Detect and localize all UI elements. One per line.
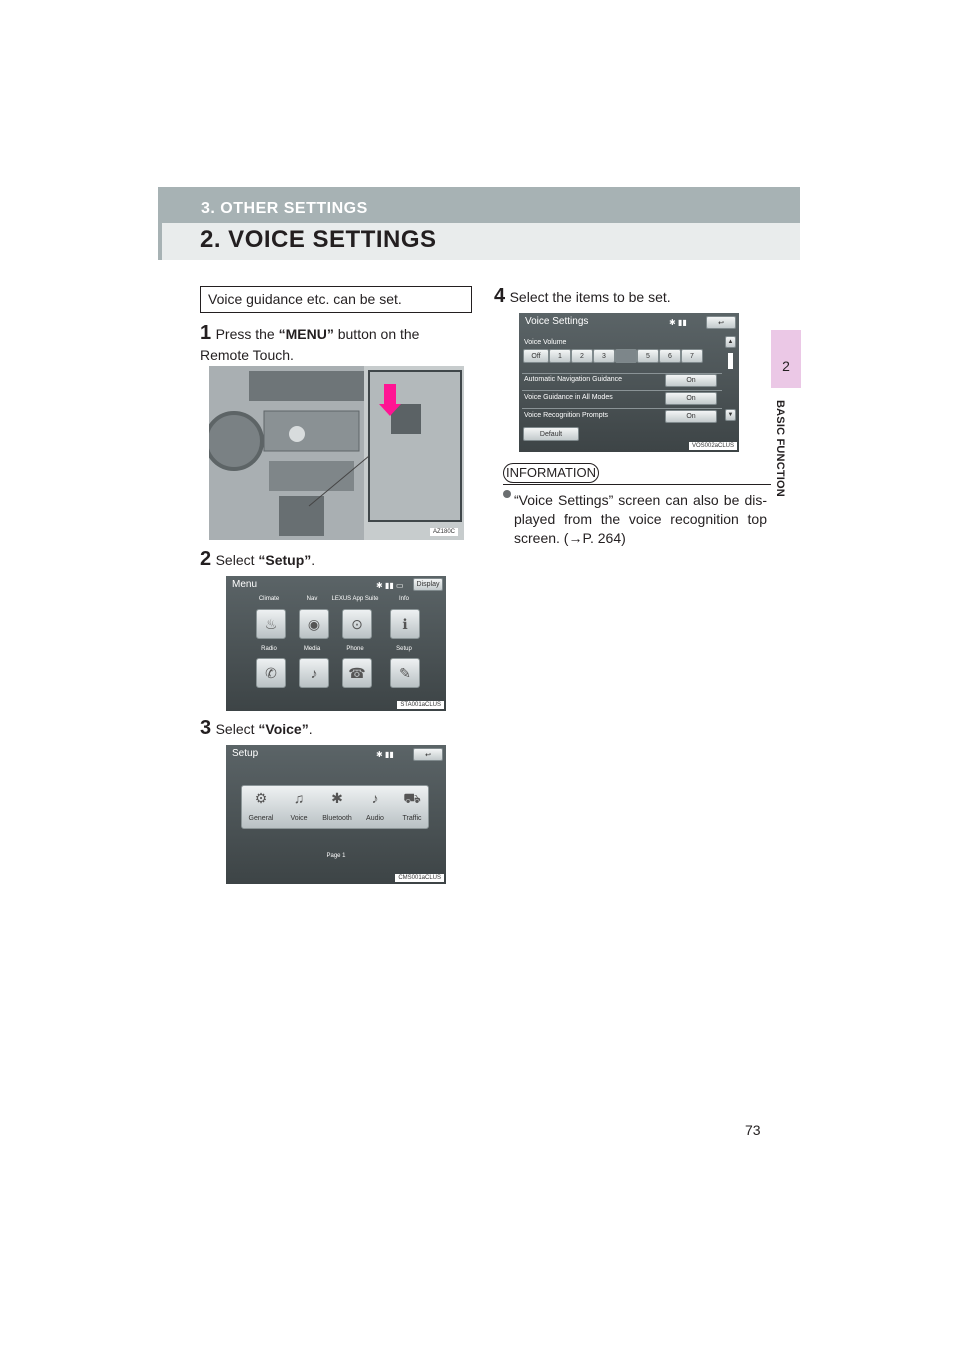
- chapter-number: 2: [782, 358, 790, 374]
- step-text: Press the: [215, 326, 279, 342]
- figure-code: AZ180C: [430, 528, 458, 536]
- intro-text: Voice guidance etc. can be set.: [208, 291, 402, 307]
- tile-label: Info: [398, 596, 409, 602]
- status-icons: ✱ ▮▮ ▭: [376, 581, 404, 590]
- setup-screen: [226, 745, 446, 884]
- radio-icon[interactable]: ✆: [256, 658, 286, 688]
- menu-screen: [226, 576, 446, 711]
- step-text-tail: .: [308, 721, 313, 737]
- remote-touch-figure: [209, 366, 464, 540]
- setting-label: Automatic Navigation Guidance: [524, 376, 623, 383]
- tile-label: Radio: [261, 646, 277, 652]
- media-icon[interactable]: ♪: [299, 658, 329, 688]
- tile-label: LEXUS App Suite: [331, 596, 379, 602]
- tile-label: Audio: [366, 815, 384, 822]
- climate-icon[interactable]: ♨: [256, 609, 286, 639]
- figure-code: VOS002aCLUS: [689, 442, 737, 450]
- back-button[interactable]: ↩: [413, 748, 443, 761]
- page-indicator: Page 1: [326, 853, 346, 859]
- figure-code: CMS001aCLUS: [395, 874, 444, 882]
- volume-3-button[interactable]: 3: [593, 349, 615, 363]
- step-keyword: “Setup”: [258, 552, 312, 568]
- info-icon[interactable]: ℹ: [390, 609, 420, 639]
- title-accent: [158, 223, 162, 260]
- volume-label: Voice Volume: [524, 339, 567, 346]
- step-1: [200, 322, 472, 365]
- voice-settings-screen: [519, 313, 739, 452]
- step-text: Select: [215, 721, 259, 737]
- audio-icon[interactable]: ♪: [371, 790, 379, 806]
- step-number: 2: [200, 548, 212, 570]
- bullet-icon: [503, 490, 511, 498]
- voice-icon[interactable]: ♫: [293, 790, 305, 806]
- volume-5-button[interactable]: 5: [637, 349, 659, 363]
- setting-label: Voice Recognition Prompts: [524, 412, 609, 419]
- app-suite-icon[interactable]: ⊙: [342, 609, 372, 639]
- tile-label: Media: [303, 646, 321, 652]
- volume-1-button[interactable]: 1: [549, 349, 571, 363]
- divider: [522, 390, 722, 391]
- tile-label: Bluetooth: [322, 815, 352, 822]
- screen-title: Voice Settings: [525, 316, 589, 327]
- step-text: Select: [215, 552, 259, 568]
- tile-label: Setup: [396, 646, 412, 652]
- general-icon[interactable]: ⚙: [254, 790, 268, 806]
- bluetooth-icon[interactable]: ✱: [331, 790, 343, 806]
- voice-guidance-all-modes-toggle[interactable]: On: [665, 392, 717, 405]
- tile-label: Nav: [306, 596, 318, 602]
- tile-label: Phone: [346, 646, 364, 652]
- tile-label: Traffic: [402, 815, 422, 822]
- setup-icon[interactable]: ✎: [390, 658, 420, 688]
- display-button[interactable]: Display: [413, 578, 443, 591]
- step-keyword: “Voice”: [258, 721, 309, 737]
- phone-icon[interactable]: ☎: [342, 658, 372, 688]
- step-keyword: “MENU”: [278, 326, 334, 342]
- tile-label: Climate: [258, 596, 280, 602]
- volume-2-button[interactable]: 2: [571, 349, 593, 363]
- step-text-tail: .: [311, 552, 316, 568]
- scrollbar-thumb[interactable]: [728, 353, 733, 369]
- volume-4-button[interactable]: 4: [615, 349, 637, 363]
- status-icons: ✱ ▮▮: [376, 750, 394, 759]
- traffic-icon[interactable]: ⛟: [403, 790, 421, 806]
- information-text: “Voice Settings” screen can also be dis-played from the voice recognition top screen. (→P. 264): [514, 492, 767, 546]
- voice-recognition-prompts-toggle[interactable]: On: [665, 410, 717, 423]
- figure-code: STA001aCLUS: [397, 701, 444, 709]
- information-rule: [503, 484, 771, 485]
- nav-icon[interactable]: ◉: [299, 609, 329, 639]
- step-3: [200, 717, 472, 740]
- page-number: 73: [745, 1122, 761, 1138]
- setting-label: Voice Guidance in All Modes: [524, 394, 613, 401]
- tile-label: General: [248, 815, 274, 822]
- step-number: 4: [494, 285, 506, 307]
- volume-6-button[interactable]: 6: [659, 349, 681, 363]
- section-title: 3. OTHER SETTINGS: [201, 200, 368, 217]
- tile-label: Voice: [290, 815, 308, 822]
- scroll-down-button[interactable]: ▼: [725, 409, 736, 421]
- divider: [522, 408, 722, 409]
- scroll-up-button[interactable]: ▲: [725, 336, 736, 348]
- auto-nav-guidance-toggle[interactable]: On: [665, 374, 717, 387]
- screen-title: Menu: [232, 579, 258, 590]
- volume-off-button[interactable]: Off: [523, 349, 549, 363]
- default-button[interactable]: Default: [523, 427, 579, 441]
- cockpit-illustration: [209, 366, 464, 540]
- volume-7-button[interactable]: 7: [681, 349, 703, 363]
- step-number: 3: [200, 717, 212, 739]
- information-heading: INFORMATION: [503, 463, 599, 483]
- status-icons: ✱ ▮▮: [669, 318, 687, 327]
- step-number: 1: [200, 322, 212, 344]
- page-title: 2. VOICE SETTINGS: [200, 226, 437, 253]
- back-button[interactable]: ↩: [706, 316, 736, 329]
- step-text-tail: button on the Remote Touch.: [200, 326, 420, 363]
- step-2: [200, 548, 472, 571]
- step-4: [494, 285, 766, 308]
- step-text: Select the items to be set.: [509, 289, 671, 305]
- chapter-label: BASIC FUNCTION: [774, 400, 786, 497]
- screen-title: Setup: [232, 748, 259, 759]
